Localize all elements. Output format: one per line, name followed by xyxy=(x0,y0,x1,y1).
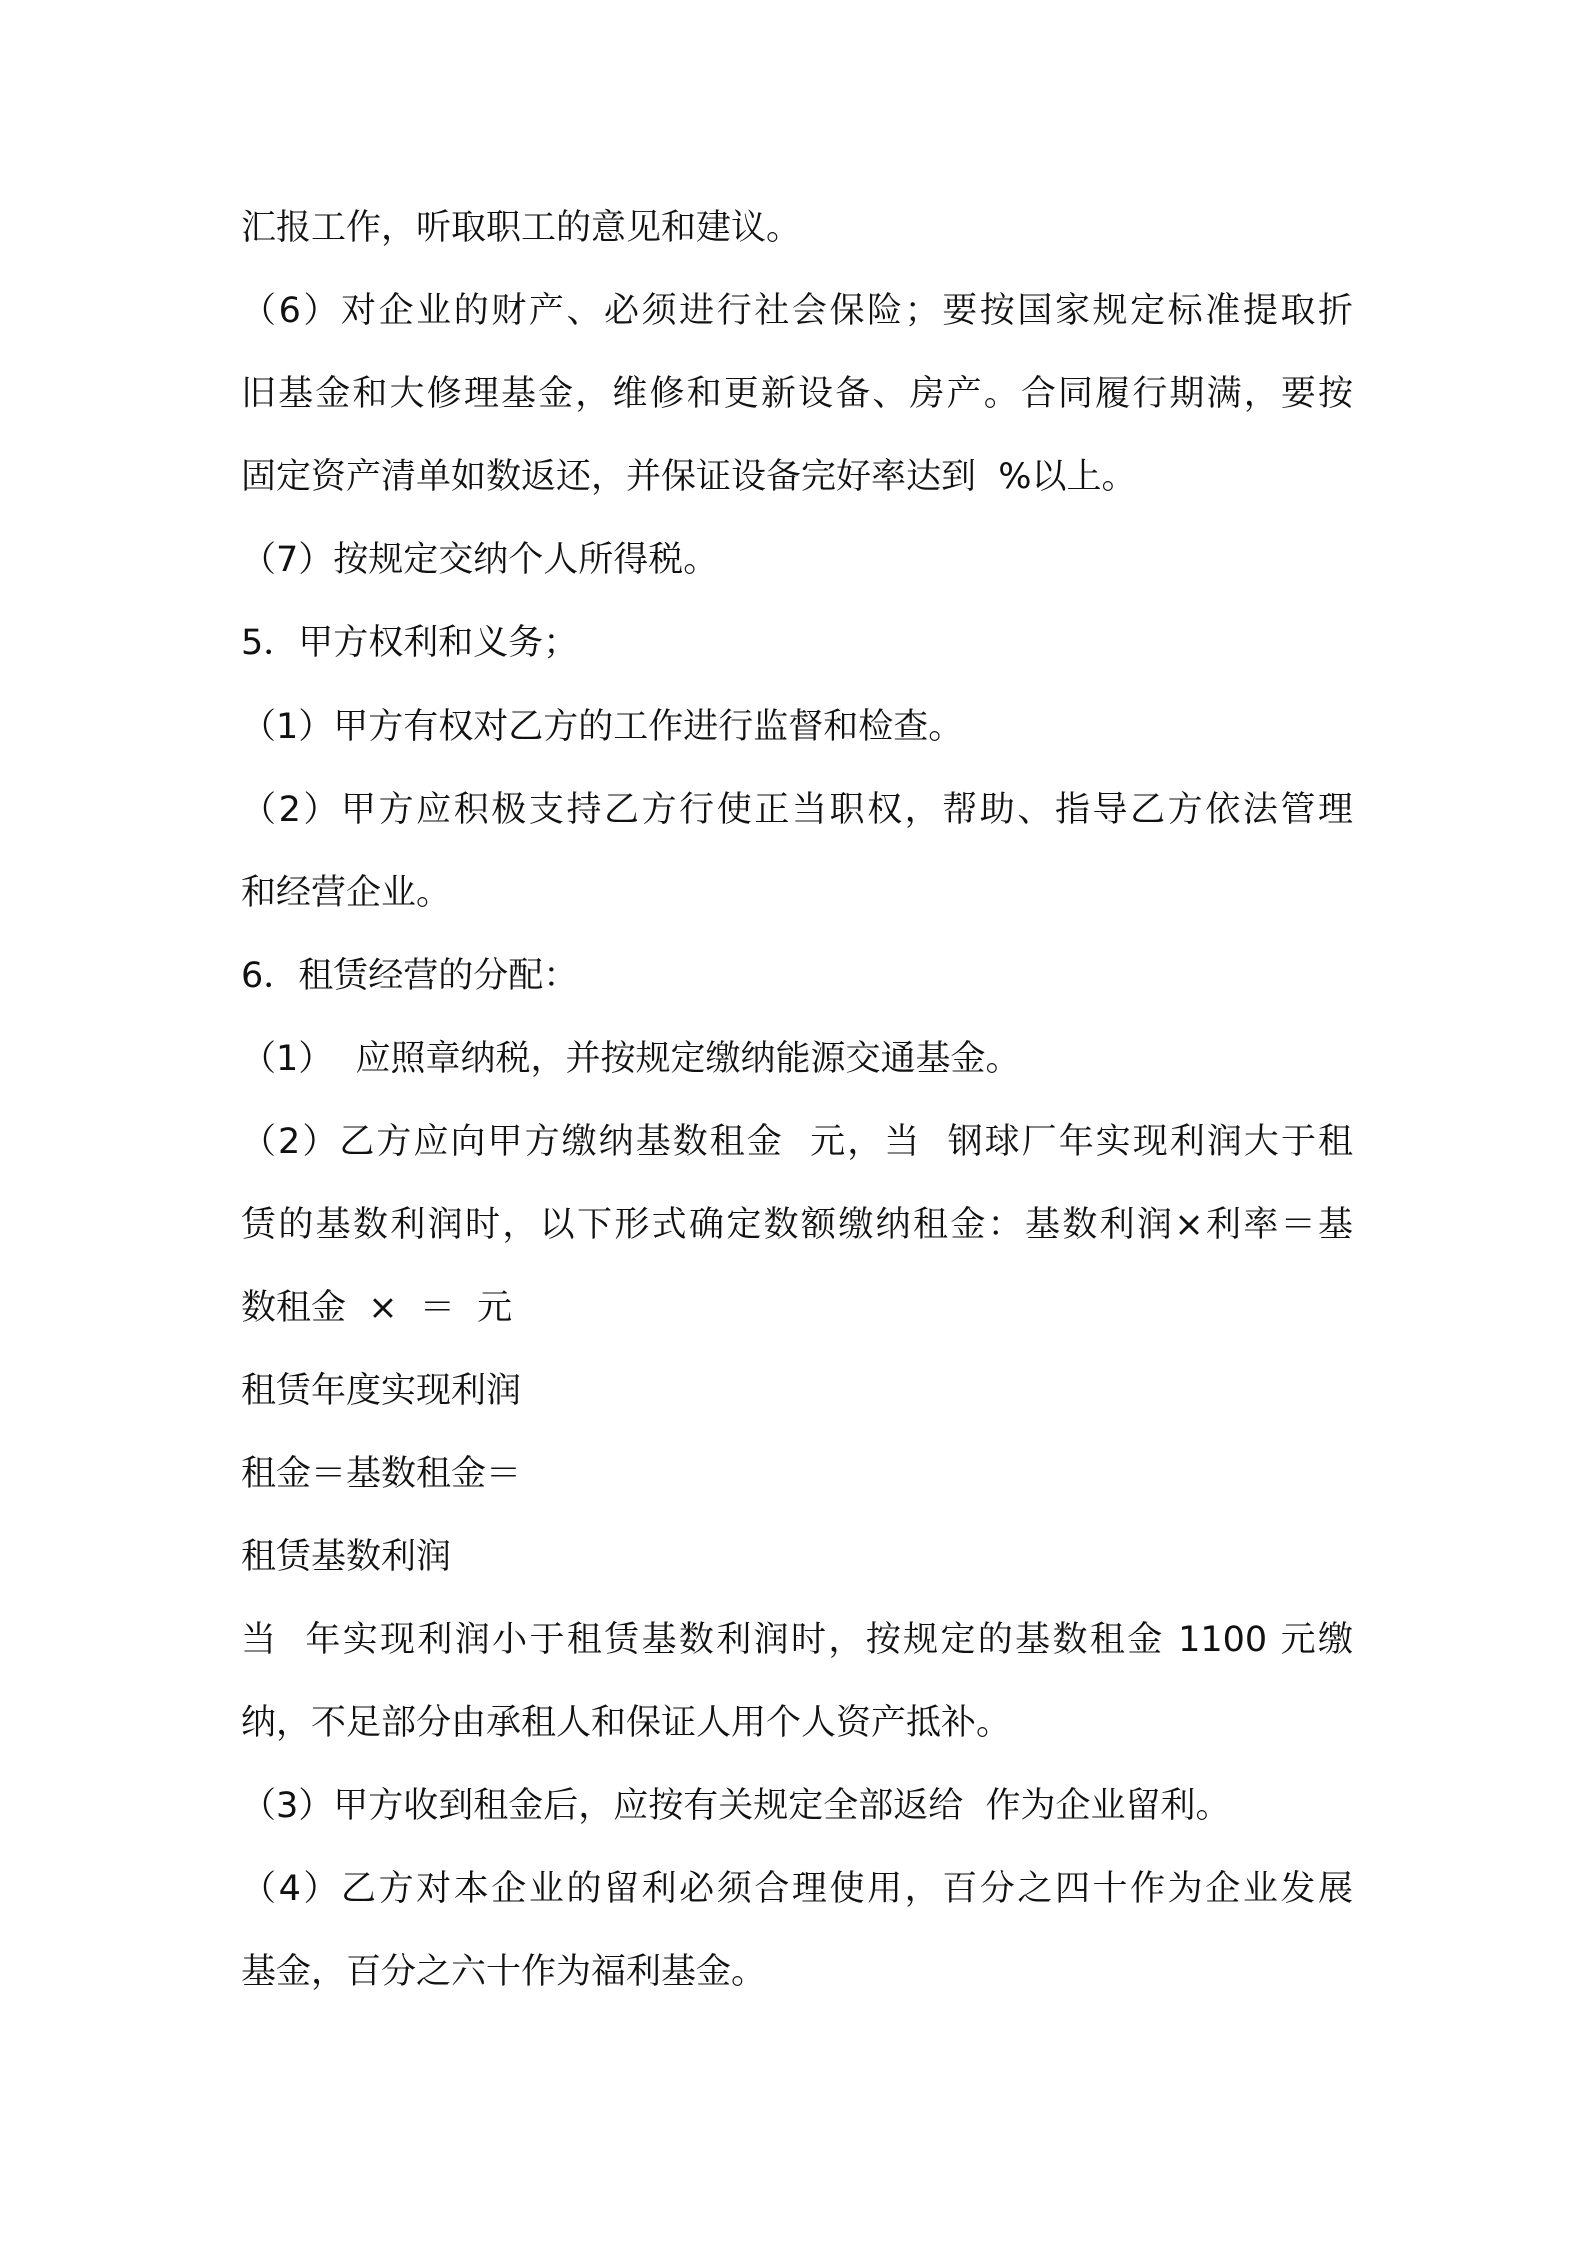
text-line-11: （1） 应照章纳税，并按规定缴纳能源交通基金。 xyxy=(241,1039,1021,1079)
text-line-17: 租赁基数利润 xyxy=(241,1537,452,1577)
text-line-14: 数租金 × ＝ 元 xyxy=(241,1288,513,1328)
text-line-8: （2）甲方应积极支持乙方行使正当职权，帮助、指导乙方依法管理 xyxy=(241,790,1353,830)
text-line-19: 纳，不足部分由承租人和保证人用个人资产抵补。 xyxy=(241,1703,1012,1743)
text-line-13: 赁的基数利润时，以下形式确定数额缴纳租金：基数利润×利率＝基 xyxy=(241,1205,1353,1245)
section-heading-6: 6．租赁经营的分配： xyxy=(241,956,579,996)
text-line-3: 旧基金和大修理基金，维修和更新设备、房产。合同履行期满，要按 xyxy=(241,374,1353,414)
text-line-4: 固定资产清单如数返还，并保证设备完好率达到 %以上。 xyxy=(241,457,1137,497)
text-line-15: 租赁年度实现利润 xyxy=(241,1371,522,1411)
text-line-22: 基金，百分之六十作为福利基金。 xyxy=(241,1952,767,1992)
text-line-12: （2）乙方应向甲方缴纳基数租金 元，当 钢球厂年实现利润大于租 xyxy=(241,1122,1353,1162)
section-heading-5: 5．甲方权利和义务； xyxy=(241,623,579,663)
text-line-5: （7）按规定交纳个人所得税。 xyxy=(241,540,719,580)
text-line-20: （3）甲方收到租金后，应按有关规定全部返给 作为企业留利。 xyxy=(241,1786,1231,1826)
text-line-7: （1）甲方有权对乙方的工作进行监督和检查。 xyxy=(241,707,964,747)
text-line-21: （4）乙方对本企业的留利必须合理使用，百分之四十作为企业发展 xyxy=(241,1869,1353,1909)
text-line-9: 和经营企业。 xyxy=(241,873,452,913)
text-line-1: 汇报工作，听取职工的意见和建议。 xyxy=(241,208,802,248)
text-line-2: （6）对企业的财产、必须进行社会保险；要按国家规定标准提取折 xyxy=(241,291,1353,331)
text-line-16: 租金＝基数租金＝ xyxy=(241,1454,522,1494)
text-line-18: 当 年实现利润小于租赁基数利润时，按规定的基数租金 1100 元缴 xyxy=(241,1620,1353,1660)
